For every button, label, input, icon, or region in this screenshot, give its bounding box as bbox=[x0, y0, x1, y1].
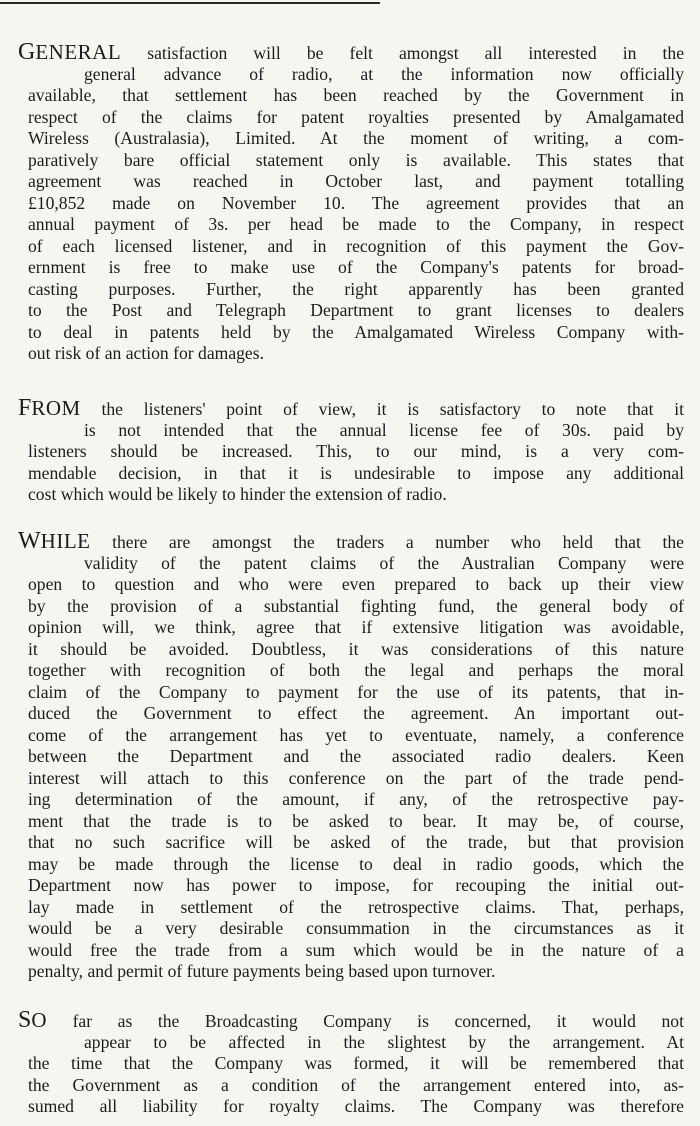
paragraph-so bbox=[18, 1007, 684, 1118]
paragraph-line: ing determination of the amount, if any, of the retrospective pay- bbox=[28, 789, 684, 809]
lead-word: ENERAL bbox=[35, 40, 122, 64]
paragraph-line: ment that the trade is to be asked to bear. It may be, of course, bbox=[28, 810, 684, 831]
lead-word: O bbox=[31, 1008, 48, 1032]
paragraph-line: general advance of radio, at the information now officially bbox=[84, 63, 684, 84]
paragraph-line: would free the trade from a sum which would be in the nature of a bbox=[28, 939, 684, 960]
paragraph-line: between the Department and the associated radio dealers. Keen bbox=[28, 746, 684, 766]
lead-capital: F bbox=[18, 395, 32, 421]
paragraph-line: annual payment of 3s. per head be made to the Company, in respect bbox=[28, 214, 684, 234]
paragraph-line: agreement was reached in October last, and payment totalling bbox=[28, 171, 684, 191]
paragraph-line: out risk of an action for damages. bbox=[28, 343, 264, 363]
lead-word: HILE bbox=[40, 529, 91, 553]
paragraph-line: it should be avoided. Doubtless, it was considerations of this nature bbox=[28, 638, 684, 659]
paragraph-line: the time that the Company was formed, it will be remembered that bbox=[28, 1053, 684, 1073]
paragraph-line: WHILE there are amongst the traders a number who held that the bbox=[18, 528, 684, 554]
paragraph-line: available, that settlement has been reached by the Government in bbox=[28, 85, 684, 105]
paragraph-line: opinion will, we think, agree that if extensive litigation was avoidable, bbox=[28, 617, 684, 637]
paragraph-line: Wireless (Australasia), Limited. At the moment of writing, a com- bbox=[28, 128, 684, 148]
paragraph-while bbox=[18, 528, 684, 983]
paragraph-line: respect of the claims for patent royalties presented by Amalgamated bbox=[28, 106, 684, 127]
paragraph-line: mendable decision, in that it is undesirable to impose any additional bbox=[28, 462, 684, 483]
paragraph-line: together with recognition of both the legal and perhaps the moral bbox=[28, 660, 684, 680]
paragraph-line: the Government as a condition of the arrangement entered into, as- bbox=[28, 1074, 684, 1095]
paragraph-line: by the provision of a substantial fighting fund, the general body of bbox=[28, 595, 684, 616]
paragraph-line: FROM the listeners' point of view, it is satisfactory to note that it bbox=[18, 395, 684, 421]
paragraph-general bbox=[18, 39, 684, 365]
lead-capital: W bbox=[18, 528, 41, 554]
paragraph-line: Department now has power to impose, for recouping the initial out- bbox=[28, 875, 684, 895]
paragraph-line: lay made in settlement of the retrospective claims. That, perhaps, bbox=[28, 896, 684, 917]
paragraph-line: SO far as the Broadcasting Company is concerned, it would not bbox=[18, 1007, 684, 1033]
paragraph-line: £10,852 made on November 10. The agreement provides that an bbox=[28, 192, 684, 213]
paragraph-line: appear to be affected in the slightest by the arrangement. At bbox=[84, 1031, 684, 1052]
paragraph-line: open to question and who were even prepared to back up their view bbox=[28, 574, 684, 594]
paragraph-line: penalty, and permit of future payments being based upon turnover. bbox=[28, 961, 496, 981]
lead-capital: G bbox=[18, 39, 36, 65]
paragraph-line: that no such sacrifice will be asked of the trade, but that provision bbox=[28, 832, 684, 852]
paragraph-line: duced the Government to effect the agreement. An important out- bbox=[28, 703, 684, 723]
paragraph-line: paratively bare official statement only is available. This states that bbox=[28, 149, 684, 170]
paragraph-line: GENERAL satisfaction will be felt amongst all interested in the bbox=[18, 39, 684, 65]
paragraph-line: interest will attach to this conference on the part of the trade pend- bbox=[28, 767, 684, 788]
paragraph-line: to the Post and Telegraph Department to grant licenses to dealers bbox=[28, 300, 684, 320]
lead-capital: S bbox=[18, 1007, 32, 1033]
paragraph-line: to deal in patents held by the Amalgamated Wireless Company with- bbox=[28, 321, 684, 342]
paragraph-line: listeners should be increased. This, to our mind, is a very com- bbox=[28, 441, 684, 461]
paragraph-line: sumed all liability for royalty claims. The Company was therefore bbox=[28, 1096, 684, 1116]
lead-word: ROM bbox=[31, 396, 81, 420]
top-rule bbox=[0, 2, 380, 4]
paragraph-line: claim of the Company to payment for the use of its patents, that in- bbox=[28, 681, 684, 702]
paragraph-line: come of the arrangement has yet to eventuate, namely, a conference bbox=[28, 724, 684, 745]
paragraph-line: of each licensed listener, and in recognition of this payment the Gov- bbox=[28, 235, 684, 256]
paragraph-line: would be a very desirable consummation in the circumstances as it bbox=[28, 918, 684, 938]
paragraph-line: is not intended that the annual license fee of 30s. paid by bbox=[84, 419, 684, 440]
paragraph-from bbox=[18, 395, 684, 506]
paragraph-line: ernment is free to make use of the Company's patents for broad- bbox=[28, 257, 684, 277]
paragraph-line: cost which would be likely to hinder the extension of radio. bbox=[28, 484, 447, 504]
paragraph-line: casting purposes. Further, the right apparently has been granted bbox=[28, 278, 684, 299]
paragraph-line: validity of the patent claims of the Australian Company were bbox=[84, 552, 684, 573]
paragraph-line: may be made through the license to deal in radio goods, which the bbox=[28, 853, 684, 874]
